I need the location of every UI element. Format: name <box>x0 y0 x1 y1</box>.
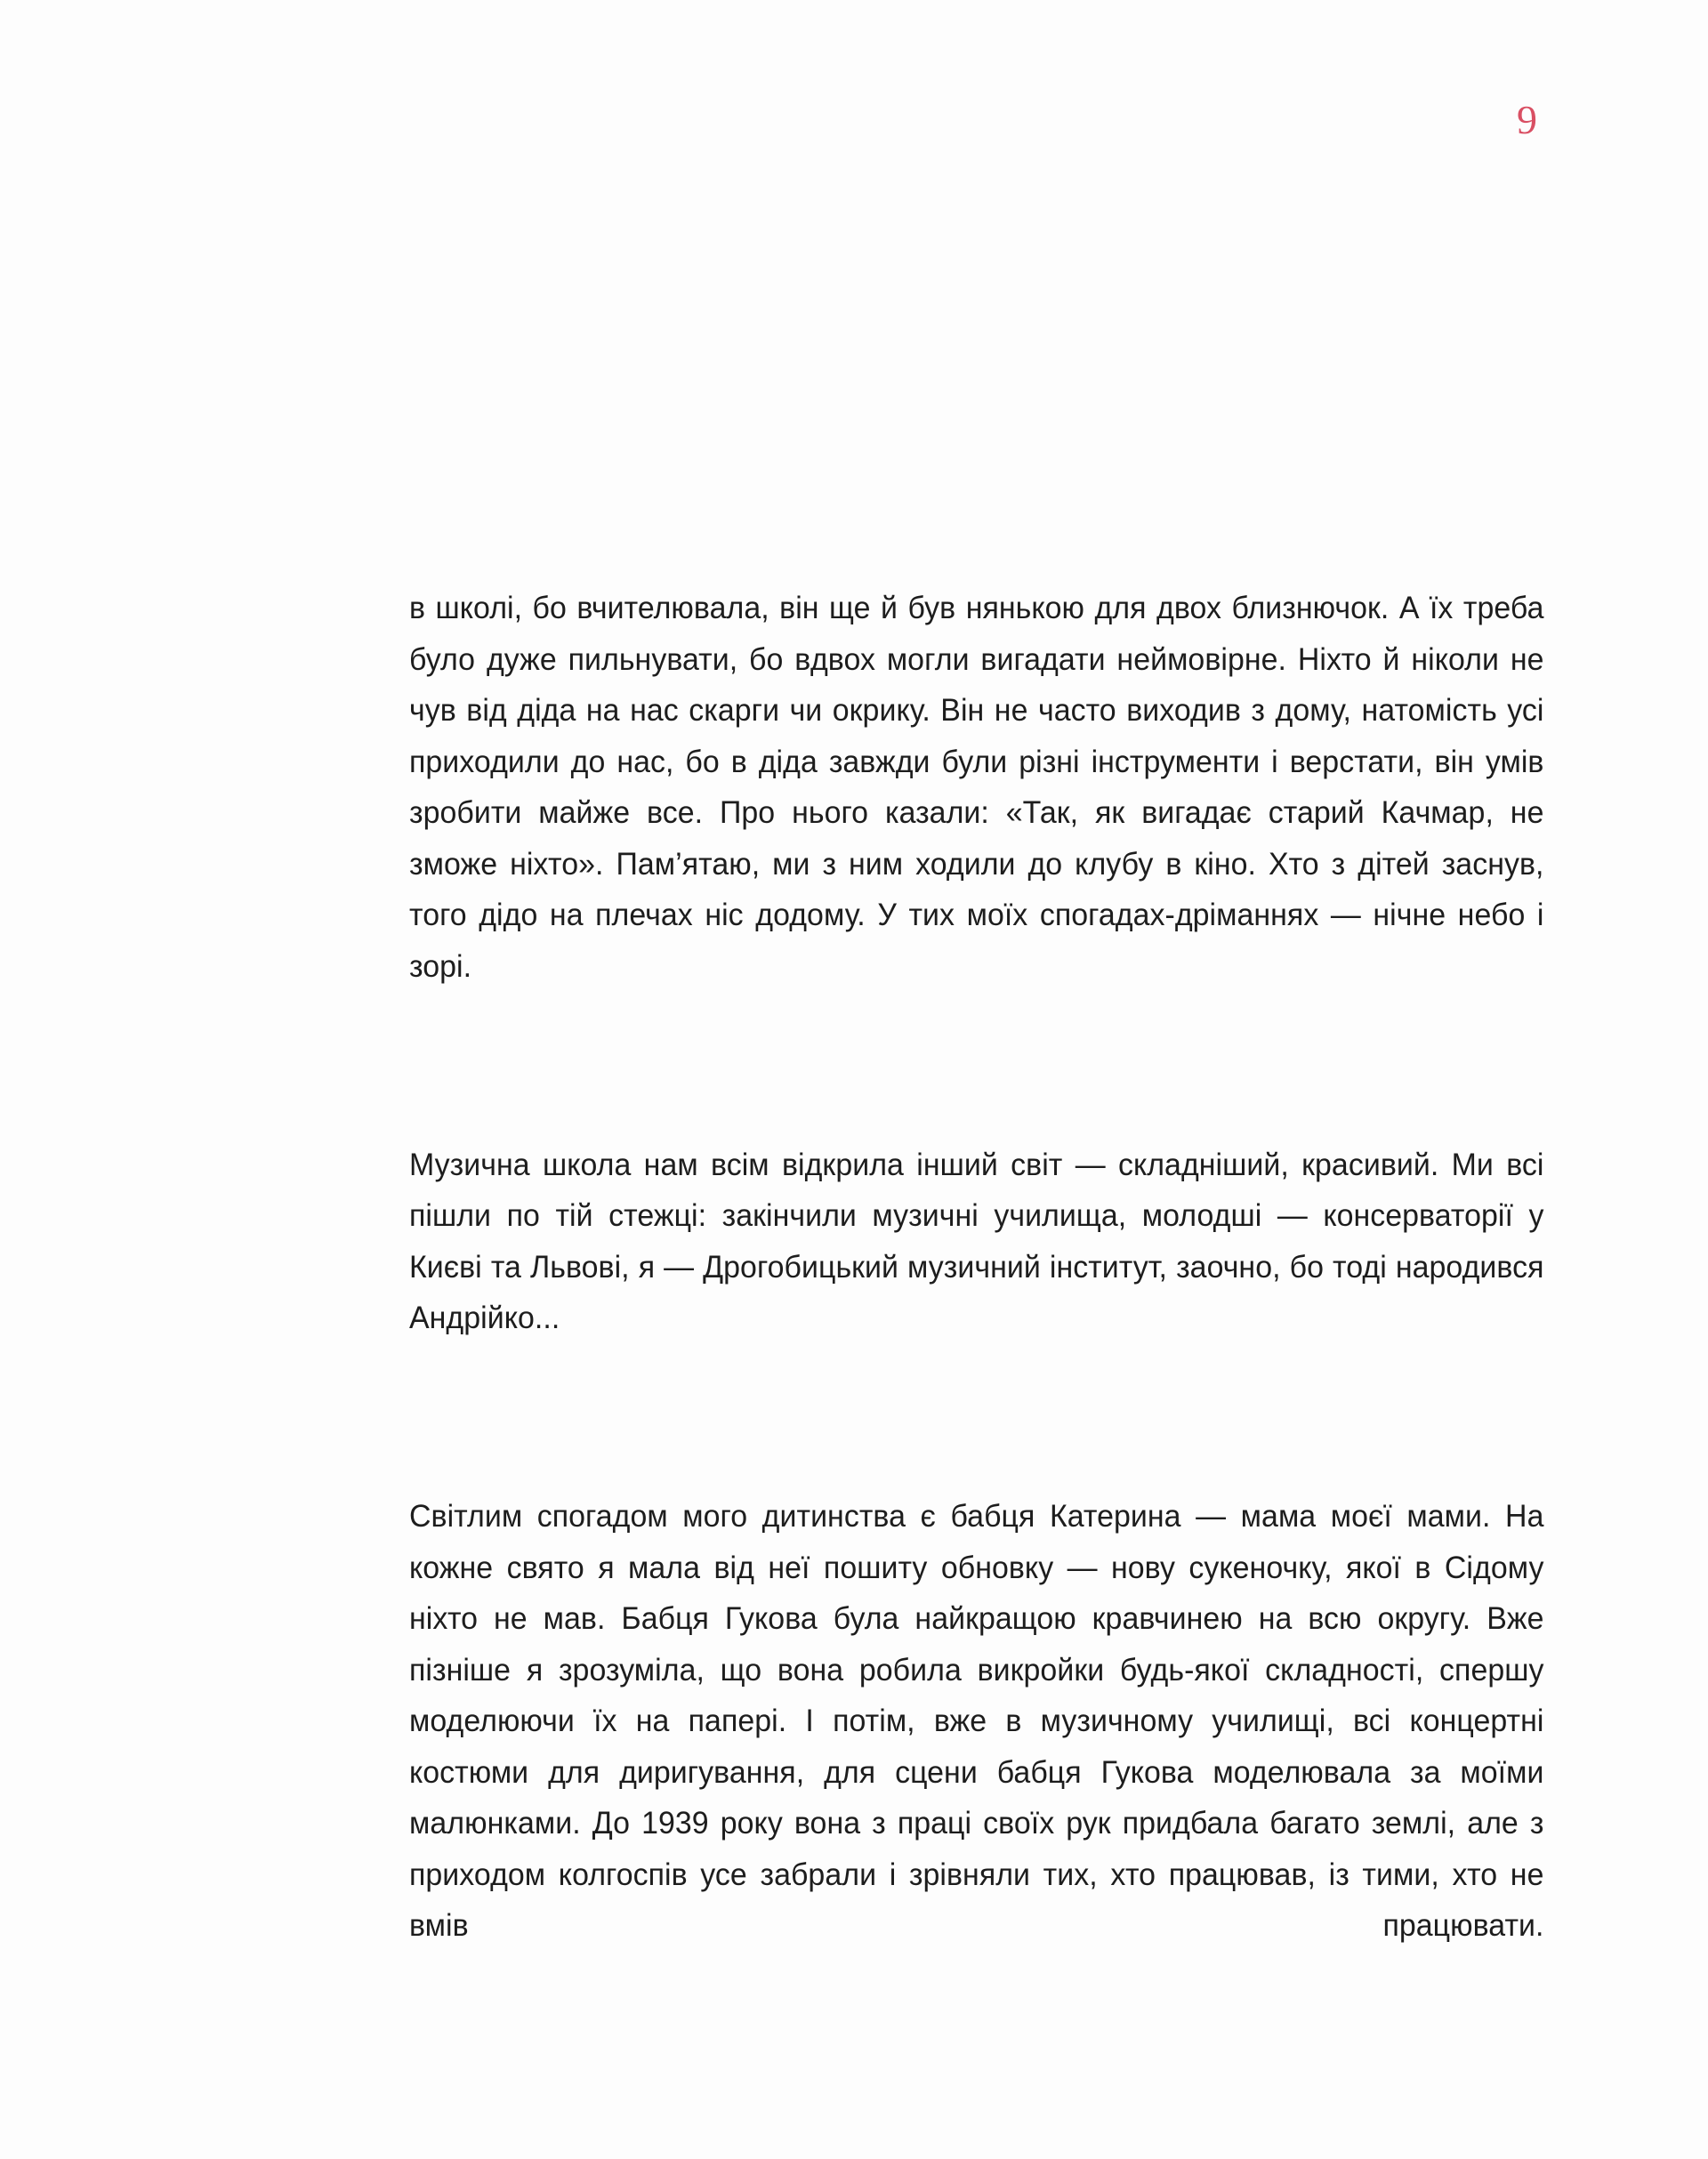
body-text-block <box>409 583 1544 2002</box>
body-paragraph: Світлим спогадом мого дитинства є бабця Катерина — мама моєї мами. На кожне свято я мала від неї пошиту обновку — нову сукеночку, якої в Сідому ніхто не мав. Бабця Гукова була найкращою кравчинею на всю округу. Вже пізніше я зрозуміла, що вона робила викройки будь-якої складності, спершу моделюючи їх на папері. І потім, вже в музичному училищі, всі концертні костюми для диригування, для сцени бабця Гукова моделювала за моїми малюнками. До 1939 року вона з праці своїх рук придбала багато землі, але з приходом колгоспів усе забрали і зрівняли тих, хто працював, із тими, хто не вмів працювати. <box>409 1498 1544 1943</box>
page-number: 9 <box>1517 97 1537 142</box>
body-paragraph: в школі, бо вчителювала, він ще й був нянькою для двох близнючок. А їх треба було дуже пильнувати, бо вдвох могли вигадати неймовірне. Ніхто й ніколи не чув від діда на нас скарги чи окрику. Він не часто виходив з дому, натомість усі приходили до нас, бо в діда завжди були різні інструменти і верстати, він умів зробити майже все. Про нього казали: «Так, як вигадає старий Качмар, не зможе ніхто». Пам’ятаю, ми з ним ходили до клубу в кіно. Хто з дітей заснув, того дідо на плечах ніс додому. У тих моїх спогадах-дріманнях — нічне небо і зорі. <box>409 590 1544 984</box>
body-paragraph: Музична школа нам всім відкрила інший світ — складніший, красивий. Ми всі пішли по тій стежці: закінчили музичні училища, молодші — консерваторії у Києві та Львові, я — Дрогобицький музичний інститут, заочно, бо тоді народився Андрійко... <box>409 1146 1544 1335</box>
